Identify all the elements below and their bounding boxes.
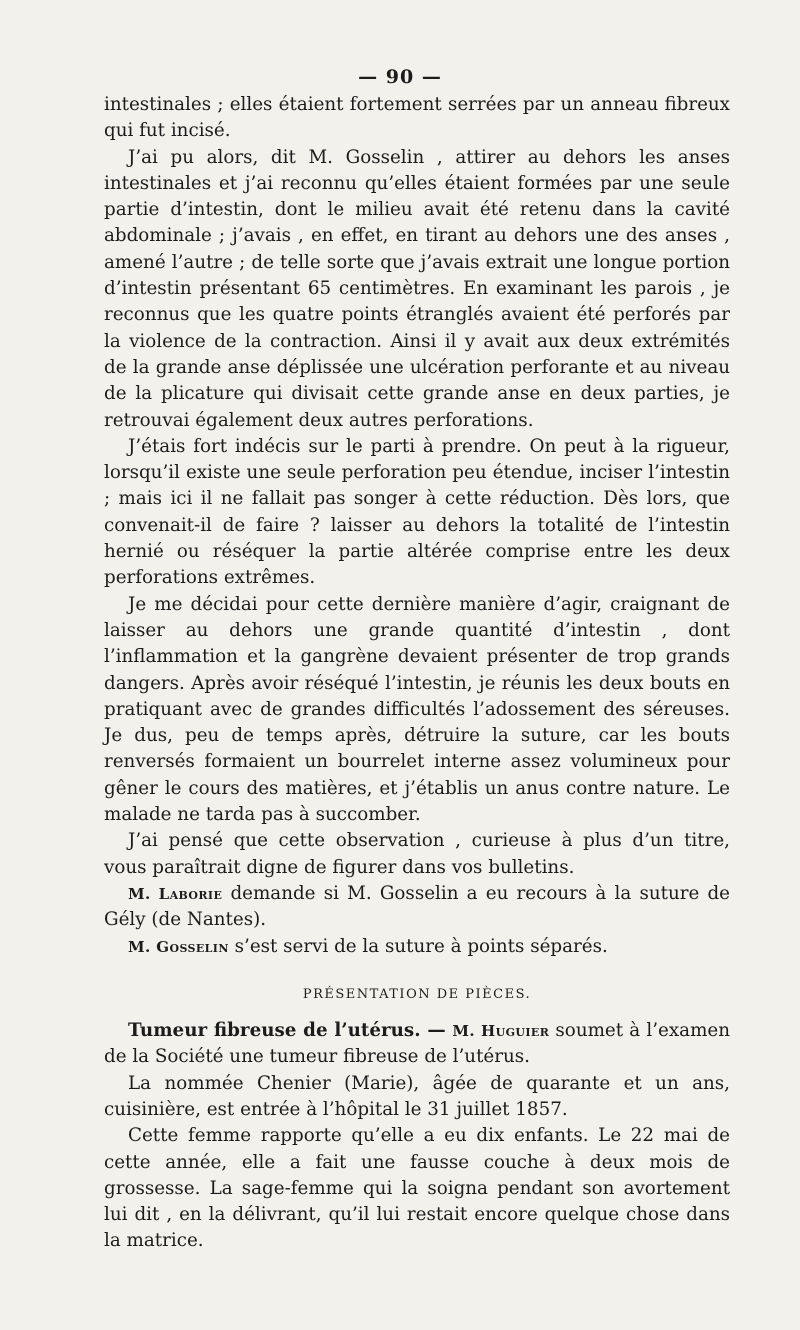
paragraph: Cette femme rapporte qu’elle a eu dix enfants. Le 22 mai de cette année, elle a fait une fausse couche à deux mois de grossesse. La sage-femme qui la soigna pendant son avortement lui dit , en la délivrant, qu’il lui restait encore quelque chose dans la matrice.: [104, 1125, 730, 1252]
paragraph: [104, 881, 730, 934]
paragraph-text: s’est servi de la suture à points séparés.: [228, 935, 608, 957]
paragraph: La nommée Chenier (Marie), âgée de quarante et un ans, cuisinière, est entrée à l’hôpital le 31 juillet 1857.: [104, 1072, 730, 1120]
paragraph: J’étais fort indécis sur le parti à prendre. On peut à la rigueur, lorsqu’il existe une seule perforation peu étendue, inciser l’intestin ; mais ici il ne fallait pas songer à cette réduction. Dès lors, que convenait-il de faire ? laisser au dehors la totalité de l’intestin hernié ou réséquer la partie altérée comprise entre les deux perforations extrêmes.: [104, 435, 730, 589]
paragraph: [104, 934, 730, 960]
paragraph: J’ai pensé que cette observation , curieuse à plus d’un titre, vous paraîtrait digne de figurer dans vos bulletins.: [104, 830, 730, 878]
paragraph: J’ai pu alors, dit M. Gosselin , attirer au dehors les anses intestinales et j’ai reconnu qu’elles étaient formées par une seule partie d’intestin, dont le milieu avait été retenu dans la cavité abdominale ; j’avais , en effet, en tirant au dehors une des anses , amené l’autre ; de telle sorte que j’avais extrait une longue portion d’intestin présentant 65 centimètres. En examinant les parois , je reconnus que les quatre points étranglés avaient été perforés par la violence de la contraction. Ainsi il y avait aux deux extrémités de la grande anse déplissée une ulcération perforante et au niveau de la plicature qui divisait cette grande anse en deux parties, je retrouvai également deux autres perforations.: [104, 146, 730, 431]
speaker-name: M. Huguier: [452, 1022, 550, 1041]
speaker-name: M. Gosselin: [128, 937, 229, 956]
body-text: [104, 92, 730, 1255]
title-dash: —: [420, 1020, 453, 1042]
page-number: — 90 —: [358, 66, 442, 88]
section-heading: PRÉSENTATION DE PIÈCES.: [302, 986, 532, 1002]
paragraph-text: demande si M. Gosselin a eu recours à la suture de Gély (de Nantes).: [104, 882, 730, 931]
speaker-name: M. Laborie: [128, 884, 223, 903]
paragraph: intestinales ; elles étaient fortement serrées par un anneau fibreux qui fut incisé.: [104, 94, 730, 142]
paragraph: Je me décidai pour cette dernière manière d’agir, craignant de laisser au dehors une grande quantité d’intestin , dont l’inflammation et la gangrène devaient présenter de trop grands dangers. Après avoir réséqué l’intestin, je réunis les deux bouts en pratiquant avec de grandes difficultés l’adossement des séreuses. Je dus, peu de temps après, détruire la suture, car les bouts renversés formaient un bourrelet interne assez volumineux pour gêner le cours des matières, et j’établis un anus contre nature. Le malade ne tarda pas à succomber.: [104, 593, 730, 826]
paragraph-title: Tumeur fibreuse de l’utérus.: [128, 1020, 421, 1042]
paragraph-text: soumet à l’examen de la Société une tumeur fibreuse de l’utérus.: [104, 1020, 730, 1068]
paragraph: [104, 1018, 730, 1071]
